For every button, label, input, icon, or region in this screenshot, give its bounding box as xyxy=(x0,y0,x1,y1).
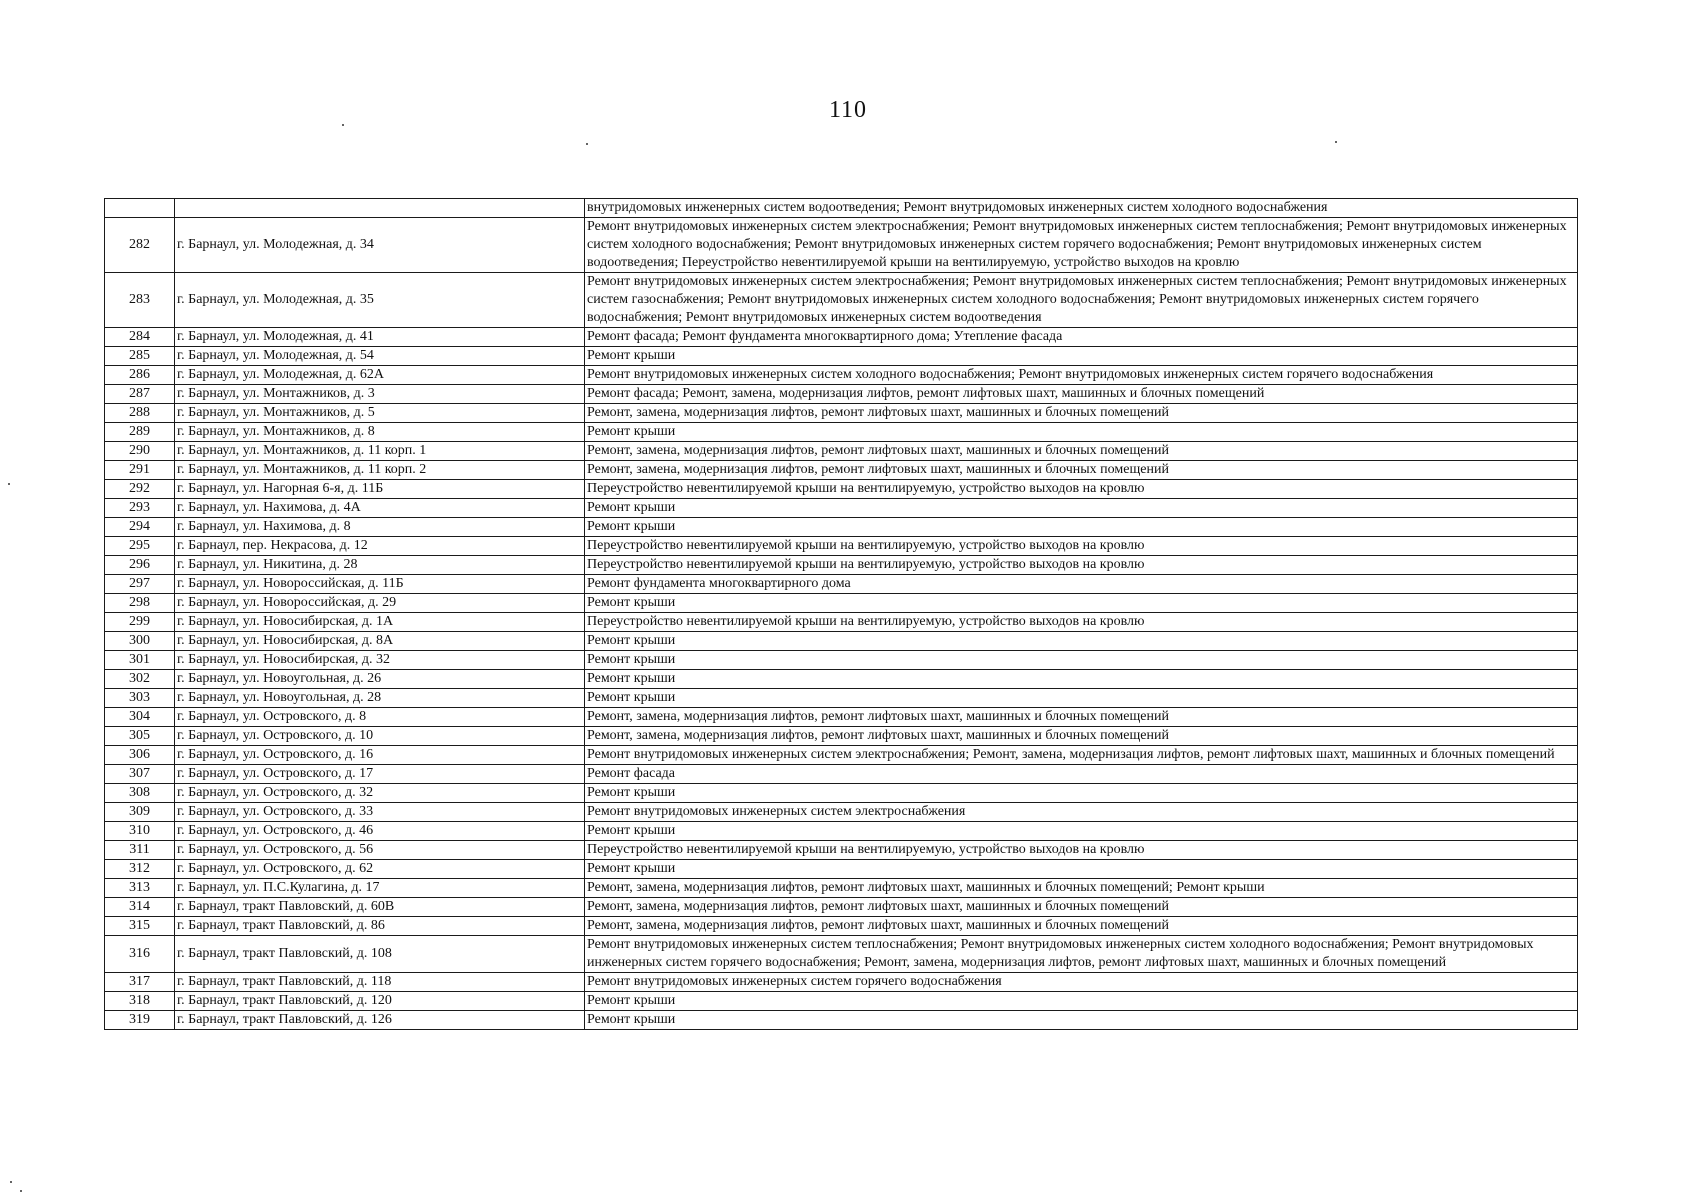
table-row xyxy=(105,461,1578,480)
table-row xyxy=(105,273,1578,328)
work-type-cell: Переустройство невентилируемой крыши на вентилируемую, устройство выходов на кровлю xyxy=(585,556,1578,575)
work-type-cell: Ремонт крыши xyxy=(585,822,1578,841)
work-type-cell: Ремонт, замена, модернизация лифтов, ремонт лифтовых шахт, машинных и блочных помещений xyxy=(585,917,1578,936)
work-type-cell: Ремонт крыши xyxy=(585,1011,1578,1030)
row-number-cell: 298 xyxy=(105,594,175,613)
scan-speck xyxy=(1335,141,1337,143)
row-number-cell: 286 xyxy=(105,366,175,385)
address-cell: г. Барнаул, ул. Никитина, д. 28 xyxy=(175,556,585,575)
row-number-cell: 291 xyxy=(105,461,175,480)
work-type-cell: Ремонт внутридомовых инженерных систем электроснабжения; Ремонт внутридомовых инженерных систем теплоснабжения; Ремонт внутридомовых инженерных систем газоснабжения; Ремонт внутридомовых инженерных систем холодного водоснабжения; Ремонт внутридомовых инженерных систем горячего водоснабжения; Ремонт внутридомовых инженерных систем водоотведения xyxy=(585,273,1578,328)
work-type-cell: Переустройство невентилируемой крыши на вентилируемую, устройство выходов на кровлю xyxy=(585,613,1578,632)
work-type-cell: Ремонт, замена, модернизация лифтов, ремонт лифтовых шахт, машинных и блочных помещений; Ремонт крыши xyxy=(585,879,1578,898)
row-number-cell: 292 xyxy=(105,480,175,499)
address-cell: г. Барнаул, тракт Павловский, д. 126 xyxy=(175,1011,585,1030)
work-type-cell: Ремонт фасада; Ремонт фундамента многоквартирного дома; Утепление фасада xyxy=(585,328,1578,347)
address-cell: г. Барнаул, ул. Монтажников, д. 5 xyxy=(175,404,585,423)
row-number-cell: 316 xyxy=(105,936,175,973)
address-cell: г. Барнаул, ул. Монтажников, д. 11 корп. 2 xyxy=(175,461,585,480)
address-cell: г. Барнаул, ул. Островского, д. 33 xyxy=(175,803,585,822)
table-row xyxy=(105,841,1578,860)
work-type-cell: Ремонт, замена, модернизация лифтов, ремонт лифтовых шахт, машинных и блочных помещений xyxy=(585,461,1578,480)
address-cell: г. Барнаул, ул. Молодежная, д. 54 xyxy=(175,347,585,366)
address-cell: г. Барнаул, ул. Новосибирская, д. 32 xyxy=(175,651,585,670)
address-cell: г. Барнаул, ул. Островского, д. 56 xyxy=(175,841,585,860)
table-row xyxy=(105,499,1578,518)
address-cell: г. Барнаул, ул. Островского, д. 10 xyxy=(175,727,585,746)
address-cell: г. Барнаул, ул. Молодежная, д. 62А xyxy=(175,366,585,385)
row-number-cell: 309 xyxy=(105,803,175,822)
work-type-cell: Ремонт крыши xyxy=(585,689,1578,708)
address-cell: г. Барнаул, ул. Островского, д. 46 xyxy=(175,822,585,841)
row-number-cell: 288 xyxy=(105,404,175,423)
row-number-cell: 300 xyxy=(105,632,175,651)
work-type-cell: Ремонт крыши xyxy=(585,992,1578,1011)
row-number-cell: 313 xyxy=(105,879,175,898)
table-row xyxy=(105,936,1578,973)
row-number-cell: 299 xyxy=(105,613,175,632)
table-row xyxy=(105,651,1578,670)
address-cell: г. Барнаул, ул. Нахимова, д. 8 xyxy=(175,518,585,537)
work-type-cell: Ремонт фасада; Ремонт, замена, модернизация лифтов, ремонт лифтовых шахт, машинных и блочных помещений xyxy=(585,385,1578,404)
row-number-cell: 306 xyxy=(105,746,175,765)
row-number-cell: 310 xyxy=(105,822,175,841)
address-cell: г. Барнаул, пер. Некрасова, д. 12 xyxy=(175,537,585,556)
work-type-cell: Переустройство невентилируемой крыши на вентилируемую, устройство выходов на кровлю xyxy=(585,537,1578,556)
table-row xyxy=(105,708,1578,727)
address-cell: г. Барнаул, ул. Островского, д. 17 xyxy=(175,765,585,784)
row-number-cell: 283 xyxy=(105,273,175,328)
address-cell: г. Барнаул, ул. Новосибирская, д. 1А xyxy=(175,613,585,632)
table-row xyxy=(105,917,1578,936)
row-number-cell: 287 xyxy=(105,385,175,404)
table-row xyxy=(105,366,1578,385)
work-type-cell: Ремонт внутридомовых инженерных систем электроснабжения xyxy=(585,803,1578,822)
address-cell: г. Барнаул, ул. Нахимова, д. 4А xyxy=(175,499,585,518)
work-type-cell: Ремонт крыши xyxy=(585,651,1578,670)
address-cell: г. Барнаул, тракт Павловский, д. 120 xyxy=(175,992,585,1011)
address-cell: г. Барнаул, ул. Новороссийская, д. 11Б xyxy=(175,575,585,594)
table-row xyxy=(105,594,1578,613)
work-type-cell: Ремонт, замена, модернизация лифтов, ремонт лифтовых шахт, машинных и блочных помещений xyxy=(585,898,1578,917)
scan-speck xyxy=(342,124,344,126)
table-row xyxy=(105,199,1578,218)
table-row xyxy=(105,765,1578,784)
row-number-cell: 317 xyxy=(105,973,175,992)
row-number-cell: 289 xyxy=(105,423,175,442)
work-type-cell: Переустройство невентилируемой крыши на вентилируемую, устройство выходов на кровлю xyxy=(585,841,1578,860)
table-row xyxy=(105,575,1578,594)
table-row xyxy=(105,973,1578,992)
row-number-cell: 314 xyxy=(105,898,175,917)
scan-speck xyxy=(20,1190,22,1192)
page-number: 110 xyxy=(828,97,868,123)
work-type-cell: Ремонт крыши xyxy=(585,670,1578,689)
work-type-cell: Ремонт крыши xyxy=(585,423,1578,442)
address-cell: г. Барнаул, ул. Новороссийская, д. 29 xyxy=(175,594,585,613)
row-number-cell: 307 xyxy=(105,765,175,784)
row-number-cell: 311 xyxy=(105,841,175,860)
work-type-cell: Ремонт внутридомовых инженерных систем электроснабжения; Ремонт, замена, модернизация лифтов, ремонт лифтовых шахт, машинных и блочных помещений xyxy=(585,746,1578,765)
table-row xyxy=(105,822,1578,841)
row-number-cell: 284 xyxy=(105,328,175,347)
row-number-cell: 303 xyxy=(105,689,175,708)
row-number-cell: 294 xyxy=(105,518,175,537)
address-cell: г. Барнаул, ул. Монтажников, д. 3 xyxy=(175,385,585,404)
table-row xyxy=(105,727,1578,746)
table-row xyxy=(105,860,1578,879)
address-cell: г. Барнаул, ул. Молодежная, д. 41 xyxy=(175,328,585,347)
row-number-cell: 312 xyxy=(105,860,175,879)
table-row xyxy=(105,385,1578,404)
scan-speck xyxy=(10,1181,12,1183)
table-row xyxy=(105,442,1578,461)
work-type-cell: Ремонт крыши xyxy=(585,347,1578,366)
row-number-cell: 297 xyxy=(105,575,175,594)
table-row xyxy=(105,423,1578,442)
address-cell: г. Барнаул, ул. Нагорная 6-я, д. 11Б xyxy=(175,480,585,499)
row-number-cell: 282 xyxy=(105,218,175,273)
work-type-cell: Ремонт фасада xyxy=(585,765,1578,784)
work-type-cell: Ремонт внутридомовых инженерных систем электроснабжения; Ремонт внутридомовых инженерных систем теплоснабжения; Ремонт внутридомовых инженерных систем холодного водоснабжения; Ремонт внутридомовых инженерных систем горячего водоснабжения; Ремонт внутридомовых инженерных систем водоотведения; Переустройство невентилируемой крыши на вентилируемую, устройство выходов на кровлю xyxy=(585,218,1578,273)
row-number-cell: 318 xyxy=(105,992,175,1011)
row-number-cell: 308 xyxy=(105,784,175,803)
row-number-cell: 285 xyxy=(105,347,175,366)
table-row xyxy=(105,613,1578,632)
work-type-cell: Ремонт, замена, модернизация лифтов, ремонт лифтовых шахт, машинных и блочных помещений xyxy=(585,442,1578,461)
address-cell: г. Барнаул, ул. Островского, д. 62 xyxy=(175,860,585,879)
table-row xyxy=(105,537,1578,556)
address-cell: г. Барнаул, тракт Павловский, д. 60В xyxy=(175,898,585,917)
address-cell: г. Барнаул, ул. Островского, д. 32 xyxy=(175,784,585,803)
row-number-cell: 319 xyxy=(105,1011,175,1030)
address-cell xyxy=(175,199,585,218)
table-row xyxy=(105,784,1578,803)
table-row xyxy=(105,689,1578,708)
table-row xyxy=(105,328,1578,347)
work-type-cell: Ремонт фундамента многоквартирного дома xyxy=(585,575,1578,594)
row-number-cell: 302 xyxy=(105,670,175,689)
row-number-cell: 301 xyxy=(105,651,175,670)
work-type-cell: Ремонт, замена, модернизация лифтов, ремонт лифтовых шахт, машинных и блочных помещений xyxy=(585,708,1578,727)
work-type-cell: Ремонт крыши xyxy=(585,784,1578,803)
works-table-body xyxy=(105,199,1578,1030)
row-number-cell: 305 xyxy=(105,727,175,746)
table-row xyxy=(105,518,1578,537)
work-type-cell: внутридомовых инженерных систем водоотведения; Ремонт внутридомовых инженерных систем холодного водоснабжения xyxy=(585,199,1578,218)
table-row xyxy=(105,879,1578,898)
address-cell: г. Барнаул, ул. Молодежная, д. 35 xyxy=(175,273,585,328)
address-cell: г. Барнаул, ул. Островского, д. 8 xyxy=(175,708,585,727)
table-row xyxy=(105,404,1578,423)
row-number-cell: 290 xyxy=(105,442,175,461)
address-cell: г. Барнаул, тракт Павловский, д. 118 xyxy=(175,973,585,992)
row-number-cell: 293 xyxy=(105,499,175,518)
address-cell: г. Барнаул, тракт Павловский, д. 108 xyxy=(175,936,585,973)
address-cell: г. Барнаул, ул. Новосибирская, д. 8А xyxy=(175,632,585,651)
table-row xyxy=(105,803,1578,822)
row-number-cell: 315 xyxy=(105,917,175,936)
table-row xyxy=(105,1011,1578,1030)
work-type-cell: Ремонт внутридомовых инженерных систем холодного водоснабжения; Ремонт внутридомовых инженерных систем горячего водоснабжения xyxy=(585,366,1578,385)
table-row xyxy=(105,556,1578,575)
work-type-cell: Ремонт, замена, модернизация лифтов, ремонт лифтовых шахт, машинных и блочных помещений xyxy=(585,404,1578,423)
address-cell: г. Барнаул, ул. Новоугольная, д. 28 xyxy=(175,689,585,708)
work-type-cell: Ремонт, замена, модернизация лифтов, ремонт лифтовых шахт, машинных и блочных помещений xyxy=(585,727,1578,746)
work-type-cell: Переустройство невентилируемой крыши на вентилируемую, устройство выходов на кровлю xyxy=(585,480,1578,499)
table-row xyxy=(105,992,1578,1011)
row-number-cell: 296 xyxy=(105,556,175,575)
scan-speck xyxy=(8,483,10,485)
address-cell: г. Барнаул, ул. Островского, д. 16 xyxy=(175,746,585,765)
table-row xyxy=(105,218,1578,273)
row-number-cell xyxy=(105,199,175,218)
table-row xyxy=(105,347,1578,366)
work-type-cell: Ремонт крыши xyxy=(585,499,1578,518)
work-type-cell: Ремонт внутридомовых инженерных систем горячего водоснабжения xyxy=(585,973,1578,992)
row-number-cell: 304 xyxy=(105,708,175,727)
scan-speck xyxy=(586,143,588,145)
work-type-cell: Ремонт крыши xyxy=(585,518,1578,537)
table-row xyxy=(105,670,1578,689)
address-cell: г. Барнаул, ул. Монтажников, д. 8 xyxy=(175,423,585,442)
address-cell: г. Барнаул, ул. Молодежная, д. 34 xyxy=(175,218,585,273)
table-row xyxy=(105,632,1578,651)
address-cell: г. Барнаул, ул. Монтажников, д. 11 корп. 1 xyxy=(175,442,585,461)
address-cell: г. Барнаул, тракт Павловский, д. 86 xyxy=(175,917,585,936)
table-row xyxy=(105,746,1578,765)
work-type-cell: Ремонт крыши xyxy=(585,632,1578,651)
address-cell: г. Барнаул, ул. Новоугольная, д. 26 xyxy=(175,670,585,689)
work-type-cell: Ремонт внутридомовых инженерных систем теплоснабжения; Ремонт внутридомовых инженерных систем холодного водоснабжения; Ремонт внутридомовых инженерных систем горячего водоснабжения; Ремонт, замена, модернизация лифтов, ремонт лифтовых шахт, машинных и блочных помещений xyxy=(585,936,1578,973)
works-table xyxy=(104,198,1578,1030)
work-type-cell: Ремонт крыши xyxy=(585,860,1578,879)
table-row xyxy=(105,480,1578,499)
table-row xyxy=(105,898,1578,917)
work-type-cell: Ремонт крыши xyxy=(585,594,1578,613)
row-number-cell: 295 xyxy=(105,537,175,556)
address-cell: г. Барнаул, ул. П.С.Кулагина, д. 17 xyxy=(175,879,585,898)
